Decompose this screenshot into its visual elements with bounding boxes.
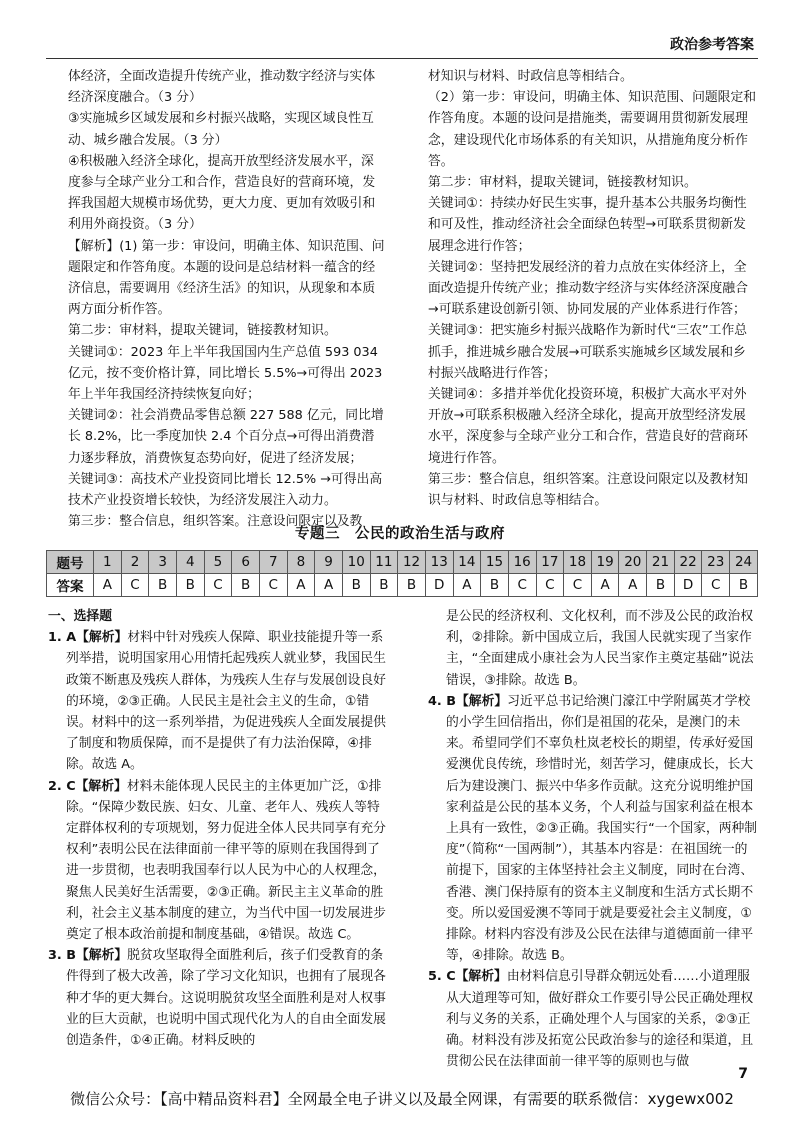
- page-number: 7: [738, 1066, 748, 1082]
- answer-cell: C: [121, 574, 149, 597]
- item-text: 习近平总书记给澳门濠江中学附属英才学校的小学生回信指出，你们是祖国的花朵，是澳门的未来。希望同学们不辜负杜岚老校长的期望，传承好爱国爱澳优良传统，珍惜时光，刻苦学习，健康成长，长大后为建设澳门、振兴中华多作贡献。这充分说明维护国家利益是公民的基本义务，个人利益与国家利益在根本上具有一致性，②③正确。我国实行“一个国家，两种制度”（简称“一国两制”），其基本内容是：在祖国统一的前提下，国家的主体坚持社会主义制度，同时在台湾、香港、澳门保持原有的资本主义制度和生活方式长期不变。所以爱国爱澳不等同于就是要爱社会主义制度，①排除。材料内容没有涉及公民在法律与道德面前一律平等，④排除。故选 B。: [446, 693, 758, 964]
- question-number-cell: 17: [536, 551, 564, 574]
- answer-cell: B: [481, 574, 509, 597]
- question-number-cell: 20: [619, 551, 647, 574]
- paragraph: 第二步：审材料，提取关键词，链接教材知识。: [68, 323, 337, 339]
- answer-cell: B: [370, 574, 398, 597]
- paragraph: 第三步：整合信息，组织答案。注意设问限定以及教: [68, 514, 363, 530]
- answer-cell: B: [398, 574, 426, 597]
- question-number-cell: 15: [481, 551, 509, 574]
- item-text: 材料中针对残疾人保障、职业技能提升等一系列举措，说明国家用心用情托起残疾人就业梦，我国民生政策不断惠及残疾人群体，为残疾人生存与发展创设良好的环境，②③正确。人民民主是社会主义的生命，①错误。材料中的这一系列举措，为促进残疾人全面发展提供了制度和物质保障，而不是提供了有力法治保障，④排除。故选 A。: [66, 630, 386, 773]
- answer-cell: A: [287, 574, 315, 597]
- answer-row-label: 答案: [47, 574, 94, 597]
- question-number-cell: 14: [453, 551, 481, 574]
- question-number-cell: 22: [674, 551, 702, 574]
- answer-cell: C: [508, 574, 536, 597]
- question-number-cell: 10: [342, 551, 370, 574]
- right-column-bottom: [428, 606, 758, 1072]
- answer-cell: C: [259, 574, 287, 597]
- right-column-top: [428, 66, 758, 511]
- answer-cell: C: [564, 574, 592, 597]
- header-divider: [46, 58, 758, 59]
- list-item: [428, 966, 758, 1072]
- question-number-cell: 11: [370, 551, 398, 574]
- answer-cell: B: [730, 574, 758, 597]
- item-head: 4. B【解析】: [428, 693, 508, 709]
- list-item: [48, 945, 386, 1051]
- number-row-label: 题号: [47, 551, 94, 574]
- footer-text: 微信公众号：【高中精品资料君】全网最全电子讲义以及最全网课，有需要的联系微信：xygewx002: [70, 1090, 734, 1108]
- question-number-cell: 18: [564, 551, 592, 574]
- question-number-cell: 6: [232, 551, 260, 574]
- answer-cell: B: [149, 574, 177, 597]
- question-number-cell: 8: [287, 551, 315, 574]
- paragraph: 关键词③：高技术产业投资同比增长 12.5% →可得出高技术产业投资增长较快，为经济发展注入动力。: [68, 471, 383, 509]
- question-number-cell: 7: [259, 551, 287, 574]
- paragraph: 【解析】(1) 第一步：审设问，明确主体、知识范围、问题限定和作答角度。本题的设问是总结材料一蕴含的经济信息，需要调用《经济生活》的知识，从现象和本质两方面分析作答。: [68, 238, 385, 318]
- question-number-cell: 21: [647, 551, 675, 574]
- question-number-cell: 3: [149, 551, 177, 574]
- paragraph: 材知识与材料、时政信息等相结合。: [428, 69, 633, 84]
- answer-cell: C: [536, 574, 564, 597]
- list-item: [428, 691, 758, 967]
- section-title: 专题三 公民的政治生活与政府: [295, 526, 505, 542]
- question-number-cell: 24: [730, 551, 758, 574]
- paragraph: ③实施城乡区域发展和乡村振兴战略，实现区域良性互动、城乡融合发展。（3 分）: [68, 111, 374, 148]
- left-column-top: [68, 66, 386, 532]
- paragraph: ④积极融入经济全球化，提高开放型经济发展水平，深度参与全球产业分工和合作，营造良好的营商环境，发挥我国超大规模市场优势，更大力度、更加有效吸引和利用外商投资。（3 分）: [68, 153, 376, 233]
- answer-table-number-row: [47, 551, 758, 574]
- item-text: 由材料信息引导群众朝远处看……小道理服从大道理等可知，做好群众工作要引导公民正确处理权利与义务的关系，正确处理个人与国家的关系，②③正确。材料没有涉及拓宽公民政治参与的途径和渠道，且贯彻公民在法律面前一律平等的原则也与做: [446, 969, 754, 1070]
- paragraph: 关键词①：2023 年上半年我国国内生产总值 593 034 亿元，按不变价格计算，同比增长 5.5%→可得出 2023 年上半年我国经济持续恢复向好；: [68, 344, 383, 403]
- choice-heading: 一、选择题: [48, 609, 112, 624]
- paragraph: 关键词③：把实施乡村振兴战略作为新时代“三农”工作总抓手，推进城乡融合发展→可联系实施城乡区域发展和乡村振兴战略进行作答；: [428, 323, 748, 381]
- question-number-cell: 5: [204, 551, 232, 574]
- item-head: 1. A【解析】: [48, 630, 128, 646]
- paragraph: 关键词①：持续办好民生实事，提升基本公共服务均衡性和可及性，推动经济社会全面绿色转型→可联系贯彻新发展理念进行作答；: [428, 196, 747, 254]
- paragraph: 关键词④：多措并举优化投资环境，积极扩大高水平对外开放→可联系积极融入经济全球化，提高开放型经济发展水平，深度参与全球产业分工和合作，营造良好的营商环境进行作答。: [428, 387, 748, 466]
- question-number-cell: 2: [121, 551, 149, 574]
- item-continuation: 是公民的经济权利、文化权利，而不涉及公民的政治权利，②排除。新中国成立后，我国人民就实现了当家作主，“全面建成小康社会为人民当家作主奠定基础”说法错误，③排除。故选 B。: [446, 609, 754, 688]
- question-number-cell: 12: [398, 551, 426, 574]
- list-item: [48, 627, 386, 775]
- paragraph: 关键词②：坚持把发展经济的着力点放在实体经济上，全面改造提升传统产业；推动数字经济与实体经济深度融合→可联系建设创新引领、协同发展的产业体系进行作答；: [428, 259, 748, 318]
- left-column-bottom: [48, 606, 386, 1051]
- list-item: [48, 776, 386, 946]
- item-head: 5. C【解析】: [428, 969, 507, 985]
- answer-cell: D: [425, 574, 453, 597]
- question-number-cell: 13: [425, 551, 453, 574]
- answer-cell: B: [176, 574, 204, 597]
- paragraph: 关键词②：社会消费品零售总额 227 588 亿元，同比增长 8.2%，比一季度加快 2.4 个百分点→可得出消费潜力逐步释放，消费恢复态势向好，促进了经济发展；: [68, 408, 384, 466]
- answer-cell: C: [702, 574, 730, 597]
- page-header-title: 政治参考答案: [670, 37, 754, 53]
- paragraph: 第三步：整合信息，组织答案。注意设问限定以及教材知识与材料、时政信息等相结合。: [428, 471, 748, 509]
- paragraph: 体经济，全面改造提升传统产业，推动数字经济与实体经济深度融合。（3 分）: [68, 69, 376, 106]
- answer-cell: C: [204, 574, 232, 597]
- paragraph: （2）第一步：审设问，明确主体、知识范围、问题限定和作答角度。本题的设问是措施类，需要调用贯彻新发展理念，建设现代化市场体系的有关知识，从措施角度分析作答。: [428, 90, 757, 169]
- question-number-cell: 23: [702, 551, 730, 574]
- question-number-cell: 1: [94, 551, 122, 574]
- paragraph: 第二步：审材料，提取关键词，链接教材知识。: [428, 175, 697, 191]
- answer-cell: A: [619, 574, 647, 597]
- question-number-cell: 4: [176, 551, 204, 574]
- answer-cell: B: [232, 574, 260, 597]
- answer-cell: A: [94, 574, 122, 597]
- item-head: 2. C【解析】: [48, 778, 127, 794]
- answer-cell: B: [647, 574, 675, 597]
- answer-cell: B: [342, 574, 370, 597]
- answer-table: [46, 550, 758, 597]
- item-head: 3. B【解析】: [48, 948, 128, 964]
- question-number-cell: 16: [508, 551, 536, 574]
- item-text: 脱贫攻坚取得全面胜利后，孩子们受教育的条件得到了极大改善，除了学习文化知识，也拥有了展现各种才华的更大舞台。这说明脱贫攻坚全面胜利是对人权事业的巨大贡献，也说明中国式现代化为人的自由全面发展创造条件，①④正确。材料反映的: [66, 948, 386, 1049]
- answer-cell: D: [674, 574, 702, 597]
- answer-cell: A: [591, 574, 619, 597]
- question-number-cell: 19: [591, 551, 619, 574]
- item-text: 材料未能体现人民民主的主体更加广泛，①排除。“保障少数民族、妇女、儿童、老年人、残疾人等特定群体权利的专项规划，努力促进全体人民共同享有充分权利”表明公民在法律面前一律平等的原则在我国得到了进一步贯彻，也表明我国奉行以人民为中心的人权理念，聚焦人民美好生活需要，②③正确。新民主主义革命的胜利，社会主义基本制度的建立，为当代中国一切发展进步奠定了根本政治前提和制度基础，④错误。故选 C。: [66, 778, 386, 943]
- answer-cell: A: [315, 574, 343, 597]
- answer-cell: A: [453, 574, 481, 597]
- answer-table-answer-row: [47, 574, 758, 597]
- question-number-cell: 9: [315, 551, 343, 574]
